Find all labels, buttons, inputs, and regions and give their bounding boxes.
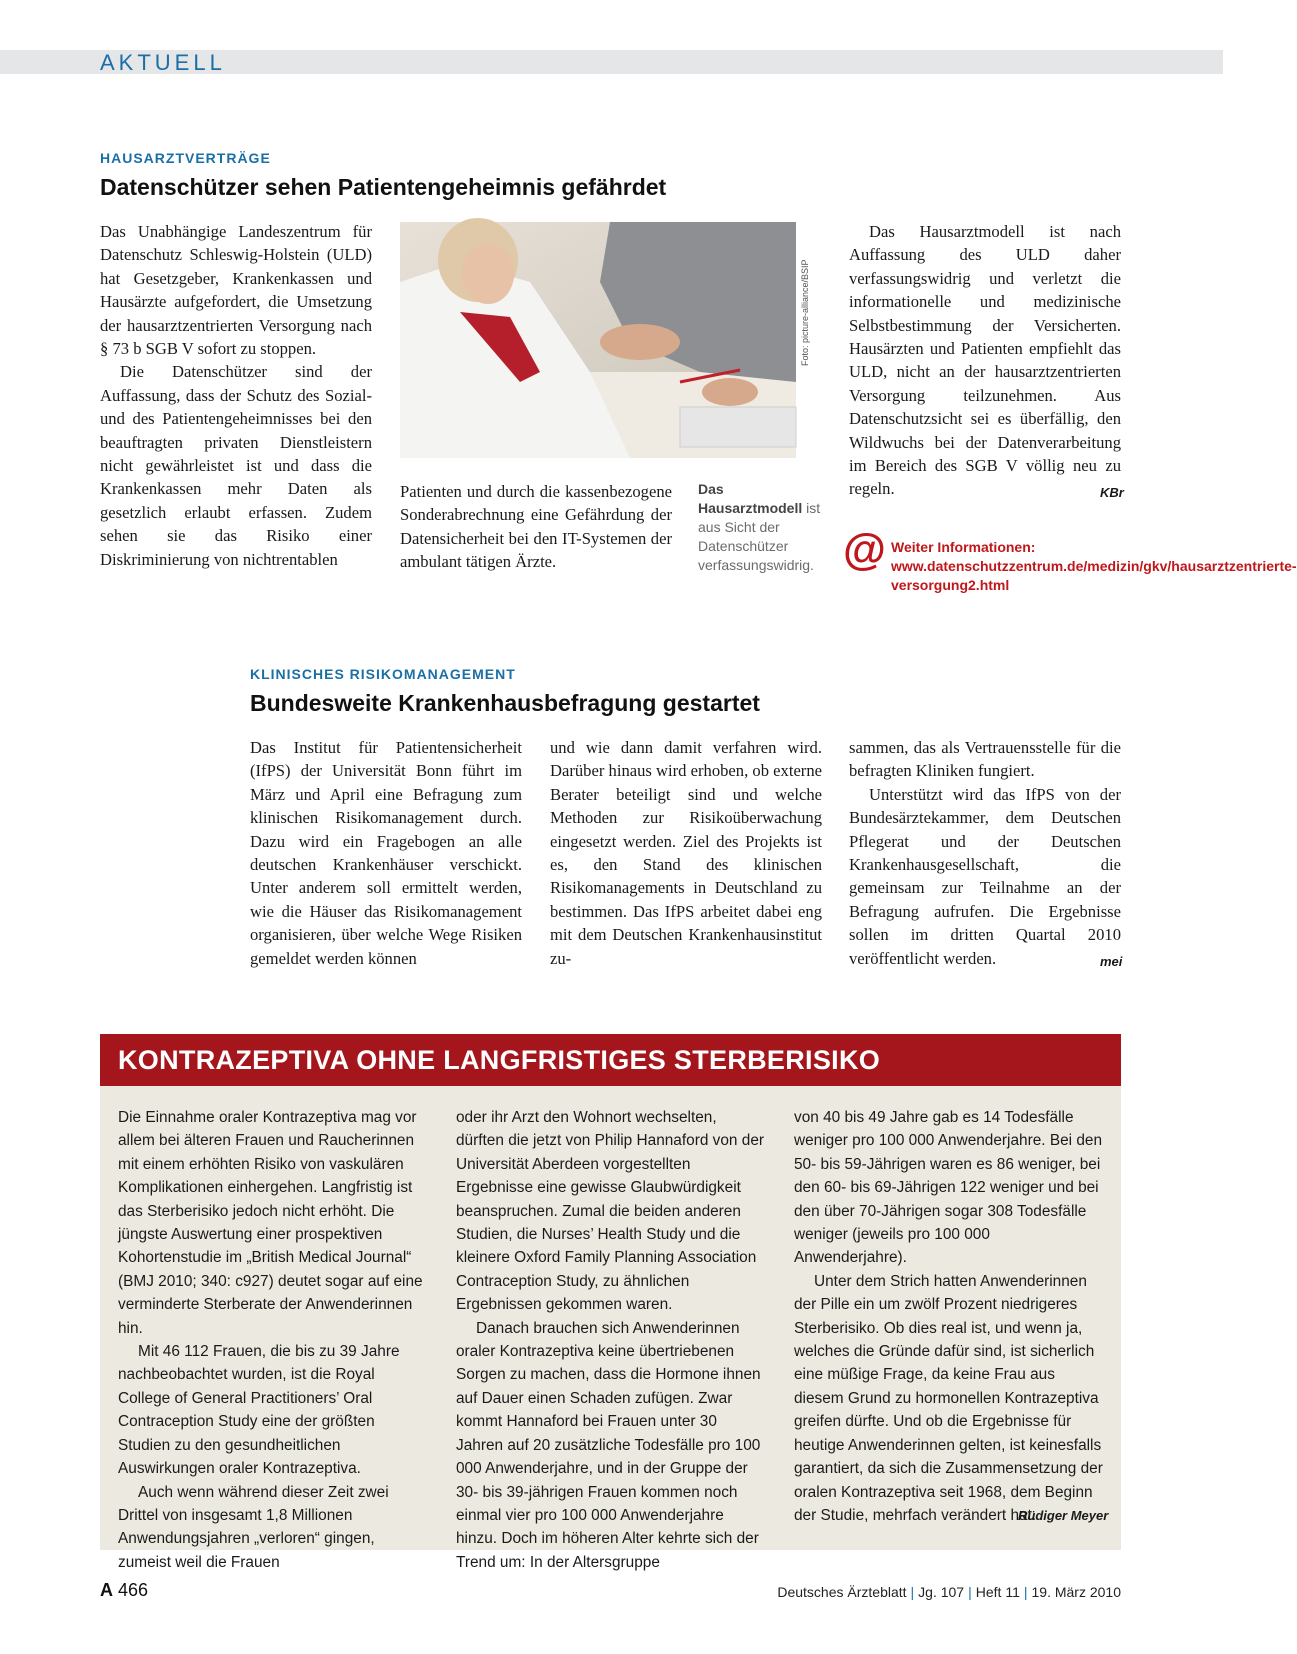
article2-column-1 [250, 736, 522, 970]
article1-paragraph: Die Datenschützer sind der Auffassung, dass der Schutz des Sozial- und des Patientengeheimnisses bei den beauftragten privaten Dienstleistern nicht gewährleistet ist und dass die Krankenkassen mehr Daten als gesetzlich erlaubt erfassen. Zudem sehen sie das Risiko einer Diskriminierung von nichtrentablen [100, 362, 372, 569]
article1-paragraph: Patienten und durch die kassenbezogene Sonderabrechnung eine Gefährdung der Datensicherheit bei den IT-Systemen der ambulant tätigen Ärzte. [400, 482, 672, 572]
page-prefix: A [100, 1580, 113, 1600]
article2-paragraph: und wie dann damit verfahren wird. Darüber hinaus wird erhoben, ob externe Berater beteiligt sind und welche Methoden zur Risikoüberwachung eingesetzt werden. Ziel des Projekts ist es, den Stand des klinischen Risikomanagements in Deutschland zu bestimmen. Das IfPS arbeitet dabei eng mit dem Deutschen Krankenhausinstitut zu- [550, 738, 822, 968]
article2-paragraph: Das Institut für Patientensicherheit (IfPS) der Universität Bonn führt im März und April eine Befragung zum klinischen Risikomanagement durch. Dazu wird ein Fragebogen an alle deutschen Krankenhäuser verschickt. Unter anderem soll ermittelt werden, wie die Häuser das Risikomanagement organisieren, über welche Wege Risiken gemeldet werden können [250, 738, 522, 968]
article2-headline: Bundesweite Krankenhausbefragung gestartet [250, 690, 760, 716]
box-author: Rüdiger Meyer [1018, 1508, 1109, 1523]
box-paragraph: Mit 46 112 Frauen, die bis zu 39 Jahre nachbeobachtet wurden, ist die Royal College of General Practitioners’ Oral Contraception Study eine der größten Studien zu den gesundheitlichen Auswirkungen oraler Kontrazeptiva. [118, 1343, 400, 1478]
journal-volume: Jg. 107 [918, 1584, 965, 1600]
footer-citation: Deutsches Ärzteblatt | Jg. 107 | Heft 11 | 19. März 2010 [777, 1584, 1121, 1600]
article2-paragraph: sammen, das als Vertrauensstelle für die befragten Kliniken fungiert. [849, 738, 1121, 781]
box-paragraph: Danach brauchen sich Anwenderinnen oraler Kontrazeptiva keine übertriebenen Sorgen zu machen, dass die Hormone ihnen auf Dauer einen Schaden zufügen. Zwar kommt Hannaford bei Frauen unter 30 Jahren auf 20 zusätzliche Todesfälle pro 100 000 Anwenderjahre, und in der Gruppe der 30- bis 39-jährigen Frauen kommen noch einmal vier pro 100 000 Anwenderjahre hinzu. Doch im höheren Alter kehrte sich der Trend um: In der Altersgruppe [456, 1319, 761, 1571]
article2-column-3 [849, 736, 1121, 970]
box-title: KONTRAZEPTIVA OHNE LANGFRISTIGES STERBERISIKO [118, 1045, 881, 1075]
photo-caption [698, 480, 828, 575]
article1-column-1 [100, 220, 372, 571]
box-paragraph: oder ihr Arzt den Wohnort wechselten, dürften die jetzt von Philip Hannaford von der Universität Aberdeen vorgestellten Ergebnisse eine gewisse Glaubwürdigkeit beanspruchen. Zumal die beiden anderen Studien, die Nurses’ Health Study und die kleinere Oxford Family Planning Association Contraception Study, zu ähnlichen Ergebnissen gekommen waren. [456, 1109, 765, 1314]
journal-date: 19. März 2010 [1031, 1584, 1121, 1600]
article2-column-2 [550, 736, 822, 970]
journal-name: Deutsches Ärzteblatt [777, 1584, 907, 1600]
article1-headline: Datenschützer sehen Patientengeheimnis gefährdet [100, 174, 667, 200]
box-column-1 [118, 1106, 426, 1574]
photo-credit: Foto: picture-alliance/BSIP [800, 259, 810, 366]
article1-paragraph: Das Unabhängige Landeszentrum für Datenschutz Schleswig-Holstein (ULD) hat Gesetzgeber, Krankenkassen und Hausärzte aufgefordert, die Umsetzung der hausarztzentrierten Versorgung nach § 73 b SGB V sofort zu stoppen. [100, 222, 372, 359]
journal-issue: Heft 11 [975, 1584, 1020, 1600]
box-paragraph: Unter dem Strich hatten Anwenderinnen der Pille ein um zwölf Prozent niedrigeres Sterberisiko. Ob dies real ist, und wenn ja, welches die Gründe dafür sind, ist sicherlich eine müßige Frage, da keine Frau aus diesem Grund zu hormonellen Kontrazeptiva greifen dürfte. Und ob die Ergebnisse für heutige Anwenderinnen gelten, ist keinesfalls garantiert, da sich die Zusammensetzung der oralen Kontrazeptiva seit 1968, dem Beginn der Studie, mehrfach verändert hat. [794, 1272, 1103, 1524]
page-number [100, 1580, 148, 1601]
article2-author: mei [1100, 954, 1123, 969]
article2-kicker: KLINISCHES RISIKOMANAGEMENT [250, 666, 516, 682]
article1-kicker: HAUSARZTVERTRÄGE [100, 150, 271, 166]
box-paragraph: Die Einnahme oraler Kontrazeptiva mag vor allem bei älteren Frauen und Raucherinnen mit einem erhöhten Risiko von vaskulären Komplikationen einhergehen. Langfristig ist das Sterberisiko jedoch nicht erhöht. Die jüngste Auswertung einer prospektiven Kohortenstudie im „British Medical Journal“ (BMJ 2010; 340: c927) deutet sogar auf eine verminderte Sterberate der Anwenderinnen hin. [118, 1109, 423, 1337]
article1-column-3 [849, 220, 1121, 501]
box-paragraph: Auch wenn während dieser Zeit zwei Drittel von insgesamt 1,8 Millionen Anwendungsjahren „verloren“ gingen, zumeist weil die Frauen [118, 1483, 389, 1571]
box-paragraph: von 40 bis 49 Jahre gab es 14 Todesfälle weniger pro 100 000 Anwenderjahre. Bei den 50- bis 59-Jährigen waren es 86 weniger, bei den 60- bis 69-Jährigen 122 weniger und bei den über 70-Jährigen sogar 308 Todesfälle weniger (jeweils pro 100 000 Anwenderjahre). [794, 1109, 1103, 1267]
at-sign-icon: @ [843, 525, 886, 574]
article1-paragraph: Das Hausarztmodell ist nach Auffassung des ULD daher verfassungswidrig und verletzt die informationelle und medizinische Selbstbestimmung der Versicherten. Hausärzten und Patienten empfiehlt das ULD, nicht an der hausarztzentrierten Versorgung teilzunehmen. Aus Datenschutzsicht sei es überfällig, den Wildwuchs bei der Datenverarbeitung im Bereich des SGB V völlig neu zu regeln. [849, 222, 1121, 499]
page-number-value: 466 [118, 1580, 149, 1600]
caption-bold: Das Hausarztmodell [698, 481, 803, 516]
article-photo [400, 222, 796, 458]
section-label: AKTUELL [100, 50, 226, 75]
doctor-patient-photo [400, 222, 796, 458]
box-column-3 [794, 1106, 1109, 1527]
article1-column-2 [400, 480, 672, 574]
article2-paragraph: Unterstützt wird das IfPS von der Bundesärztekammer, dem Deutschen Pflegerat und der Deutschen Krankenhausgesellschaft, die gemeinsam zur Teilnahme an der Befragung aufrufen. Die Ergebnisse sollen im dritten Quartal 2010 veröffentlicht werden. [849, 784, 1121, 968]
caption-text: ist aus Sicht der Datenschützer verfassungswidrig. [698, 500, 821, 573]
box-column-2 [456, 1106, 768, 1574]
weblink[interactable]: Weiter Informationen: www.datenschutzzentrum.de/medizin/gkv/hausarztzentrierte-versorgung2.html [891, 539, 1297, 593]
article1-author: KBr [1100, 485, 1124, 500]
